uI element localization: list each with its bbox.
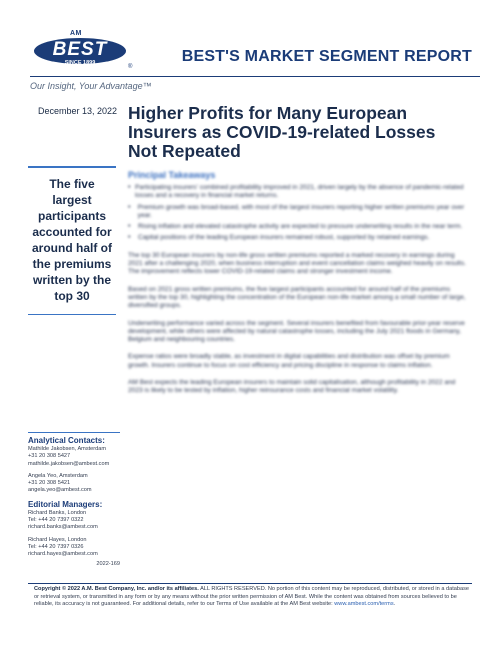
logo-best-text: BEST <box>52 39 108 60</box>
body-paragraph: Based on 2021 gross written premiums, the five largest participants accounted for around half of the premiums written by the top 30, highlighting the concentration of the European non-life market among a small number of large, diversified groups. <box>128 285 466 310</box>
rights-text: ALL RIGHTS RESERVED. No portion of this content may be reproduced, distributed, or stored in a database or retrieval system, or transmitted in any form or by any means without the prior written permission of AM Best. While the content was obtained from sources believed to be reliable, its accuracy is not guaranteed. For additional details, refer to our Terms of Use available at the AM Best website: <box>34 586 470 608</box>
callout-divider <box>28 314 116 315</box>
terms-link[interactable]: www.ambest.com/terms <box>334 601 394 608</box>
contact-email-link[interactable]: mathilde.jakobsen@ambest.com <box>28 460 110 467</box>
sidebar-callout <box>28 166 116 315</box>
article-body <box>128 170 468 568</box>
callout-text: The five largest participants accounted for around half of the premiums written by the top 30 <box>28 166 116 304</box>
bullet-text: Premium growth was broad-based, with most of the largest insurers reporting higher written premiums year over year. <box>137 203 465 219</box>
list-item <box>128 234 468 242</box>
contact-phone: +31 20 308 5421 <box>28 480 71 487</box>
body-paragraph: AM Best expects the leading European insurers to maintain solid capitalisation, although profitability in 2022 and 2023 is likely to be tested by inflation, higher reinsurance costs and financial market volatility. <box>128 379 456 395</box>
contact-email-link[interactable]: angela.yeo@ambest.com <box>28 487 92 494</box>
copyright-footer <box>34 586 474 609</box>
list-item <box>128 223 468 231</box>
report-date: December 13, 2022 <box>38 106 118 116</box>
editorial-managers-heading: Editorial Managers: <box>28 499 103 509</box>
report-title: BEST'S MARKET SEGMENT REPORT <box>181 48 472 65</box>
contact-phone: +31 20 308 5427 <box>28 453 71 460</box>
footer-end: . <box>393 601 396 608</box>
contact-name: Richard Banks, London <box>28 509 87 516</box>
list-item <box>128 204 468 221</box>
copyright-notice: Copyright © 2022 A.M. Best Company, Inc. and/or its affiliates. <box>34 586 199 592</box>
bullet-text: Participating insurers' combined profitability improved in 2021, driven largely by the absence of pandemic-related losses and a recovery in financial market returns. <box>135 184 464 200</box>
contact-name: Angela Yeo, Amsterdam <box>28 472 88 479</box>
bullet-icon: • <box>128 203 131 211</box>
page-title: Higher Profits for Many European Insurers as COVID-19-related Losses Not Repeated <box>128 103 436 161</box>
bullet-icon: • <box>128 223 131 231</box>
analytical-contacts-heading: Analytical Contacts: <box>28 436 105 445</box>
contacts-panel <box>28 432 120 567</box>
bullet-icon: • <box>128 234 131 242</box>
logo-since-text: SINCE 1899 <box>64 60 96 66</box>
am-best-logo[interactable] <box>34 30 133 72</box>
contact-name: Mathilde Jakobsen, Amsterdam <box>28 446 107 452</box>
body-paragraph: Underwriting performance varied across the segment. Several insurers benefited from favourable prior-year reserve development, while others were affected by natural catastrophe losses, including the July 2021 floods in Germany, Belgium and neighbouring countries. <box>128 319 465 344</box>
contact-email-link[interactable]: richard.hayes@ambest.com <box>28 551 98 558</box>
footer-divider <box>28 583 472 584</box>
contact-name: Richard Hayes, London <box>28 536 87 543</box>
contact-email-link[interactable]: richard.banks@ambest.com <box>28 524 98 531</box>
header-divider <box>30 76 480 77</box>
bullet-icon: • <box>128 184 131 191</box>
body-subheading: Principal Takeaways <box>128 170 216 180</box>
body-paragraph: The top 30 European insurers by non-life gross written premiums reported a marked recovery in earnings during 2021 after a challenging 2020, when business interruption and event cancellation claims weighed heavily on results. The improvement reflects lower COVID-19-related claims and stronger investment income. <box>128 251 466 276</box>
contact-phone: Tel: +44 20 7397 0326 <box>28 543 84 550</box>
logo-am-text: AM <box>70 30 82 37</box>
page-header <box>0 0 500 91</box>
contact-phone: Tel: +44 20 7397 0322 <box>28 517 84 524</box>
report-code: 2022-169 <box>96 560 120 567</box>
body-paragraph: Expense ratios were broadly stable, as investment in digital capabilities and distribution was offset by premium growth. Insurers continue to focus on cost efficiency and pricing discipline in response to claims inflation. <box>128 353 450 369</box>
list-item <box>128 184 468 201</box>
bullet-text: Rising inflation and elevated catastrophe activity are expected to pressure underwriting results in the near term. <box>138 223 463 231</box>
logo-registered-mark: ® <box>128 64 133 70</box>
tagline: Our Insight, Your Advantage™ <box>30 81 152 91</box>
bullet-text: Capital positions of the leading European insurers remained robust, supported by retained earnings. <box>138 234 430 242</box>
